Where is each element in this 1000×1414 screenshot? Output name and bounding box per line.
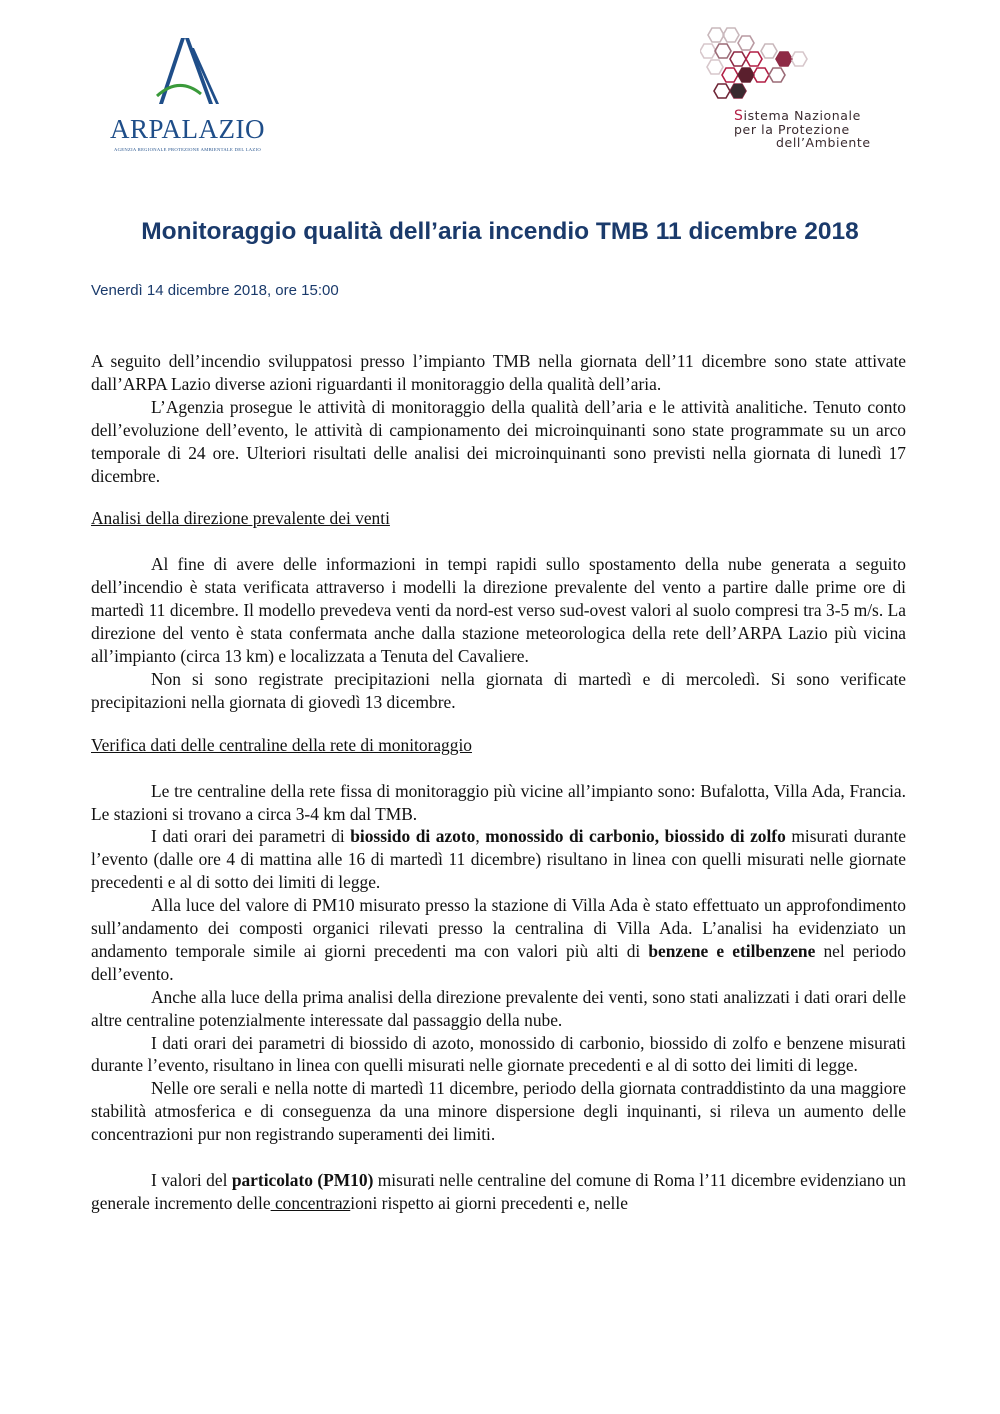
section-heading-stations: Verifica dati delle centraline della rete di monitoraggio [91, 734, 472, 755]
text-run: misurati durante l’evento (dalle ore 4 di mattina alle 16 di martedì 11 dicembre) risultano in linea con quelli misurati nelle giornate precedenti e al di sotto dei limiti di legge. [91, 826, 906, 893]
snpa-wordmark [734, 109, 904, 149]
text-run: Alla luce del valore di PM10 misurato presso la stazione di Villa Ada è stato effettuato un approfondimento sull’andamento dei composti organici rilevati presso la centralina di Villa Ada. L’analisi ha evidenziato un andamento temporale simile ai giorni precedenti ma con valori più alti di [91, 895, 906, 961]
arpa-mountain-icon [145, 36, 225, 108]
arpa-name: ARPALAZIO [109, 114, 266, 144]
paragraph [91, 894, 906, 986]
snpa-line1: istema Nazionale [743, 108, 861, 123]
hexagon-cluster-icon [700, 26, 900, 116]
document-body [91, 350, 906, 1215]
snpa-initial: S [734, 108, 744, 124]
paragraph: Anche alla luce della prima analisi della direzione prevalente dei venti, sono stati analizzati i dati orari delle altre centraline potenzialmente interessate dal passaggio della nube. [91, 986, 906, 1030]
arpa-lazio-logo [105, 36, 270, 156]
paragraph: Al fine di avere delle informazioni in tempi rapidi sullo spostamento della nube generata a seguito dell’incendio è stata verificata attraverso i modelli la direzione prevalente del vento a partire dalle prime ore di martedì 11 dicembre. Il modello prevedeva venti da nord-est verso sud-ovest valori al suolo compresi tra 3-5 m/s. La direzione del vento è stata confermata anche dalla stazione meteorologica della rete dell’ARPA Lazio più vicina all’impianto (circa 13 km) e localizzata a Tenuta del Cavaliere. [91, 554, 906, 666]
paragraph: A seguito dell’incendio sviluppatosi presso l’impianto TMB nella giornata dell’11 dicembre sono state attivate dall’ARPA Lazio diverse azioni riguardanti il monitoraggio della qualità dell’aria. [91, 351, 906, 394]
bold-term: biossido di azoto [350, 826, 476, 847]
underlined-run: concentraz [270, 1193, 351, 1213]
bold-term: monossido di carbonio, biossido di zolfo [485, 826, 786, 847]
bold-term: benzene e etilbenzene [648, 940, 816, 961]
bold-term: particolato (PM10) [231, 1170, 374, 1191]
text-run: ioni rispetto ai giorni precedenti e, nelle [350, 1193, 628, 1213]
text-run: I valori del [151, 1170, 232, 1191]
snpa-line2: per la Protezione [734, 122, 850, 137]
paragraph [91, 1169, 906, 1215]
paragraph: Non si sono registrate precipitazioni nella giornata di martedì e di mercoledì. Si sono verificate precipitazioni nella giornata di giovedì 13 dicembre. [91, 668, 906, 712]
paragraph [91, 825, 906, 894]
publication-date: Venerdì 14 dicembre 2018, ore 15:00 [91, 282, 339, 299]
text-run: nel periodo dell’evento. [91, 940, 906, 984]
paragraph: I dati orari dei parametri di biossido di azoto, monossido di carbonio, biossido di zolfo e benzene misurati durante l’evento, risultano in linea con quelli misurati nelle giornate precedenti e al di sotto dei limiti di legge. [91, 1032, 906, 1076]
paragraph: Nelle ore serali e nella notte di martedì 11 dicembre, periodo della giornata contraddistinto da una maggiore stabilità atmosferica e di conseguenza da una minore dispersione degli inquinanti, si rileva un aumento delle concentrazioni pur non registrando superamenti dei limiti. [91, 1078, 906, 1145]
text-run: , [475, 826, 486, 847]
snpa-logo [700, 26, 900, 156]
snpa-line3: dell’Ambiente [776, 135, 871, 150]
page-title: Monitoraggio qualità dell’aria incendio TMB 11 dicembre 2018 [141, 218, 859, 245]
paragraph: L’Agenzia prosegue le attività di monitoraggio della qualità dell’aria e le attività analitiche. Tenuto conto dell’evoluzione dell’evento, le attività di campionamento dei microinquinanti sono state programmate su un arco temporale di 24 ore. Ulteriori risultati delle analisi dei microinquinanti sono previsti nella giornata di lunedì 17 dicembre. [91, 396, 906, 486]
text-run: misurati nelle centraline del comune di Roma l’11 dicembre evidenziano un generale incremento delle [91, 1170, 906, 1213]
text-run: I dati orari dei parametri di [151, 826, 351, 847]
arpa-subtitle: AGENZIA REGIONALE PROTEZIONE AMBIENTALE DEL LAZIO [114, 147, 261, 152]
paragraph: Le tre centraline della rete fissa di monitoraggio più vicine all’impianto sono: Bufalotta, Villa Ada, Francia. Le stazioni si trovano a circa 3-4 km dal TMB. [91, 780, 906, 824]
section-heading-winds: Analisi della direzione prevalente dei venti [91, 508, 390, 529]
